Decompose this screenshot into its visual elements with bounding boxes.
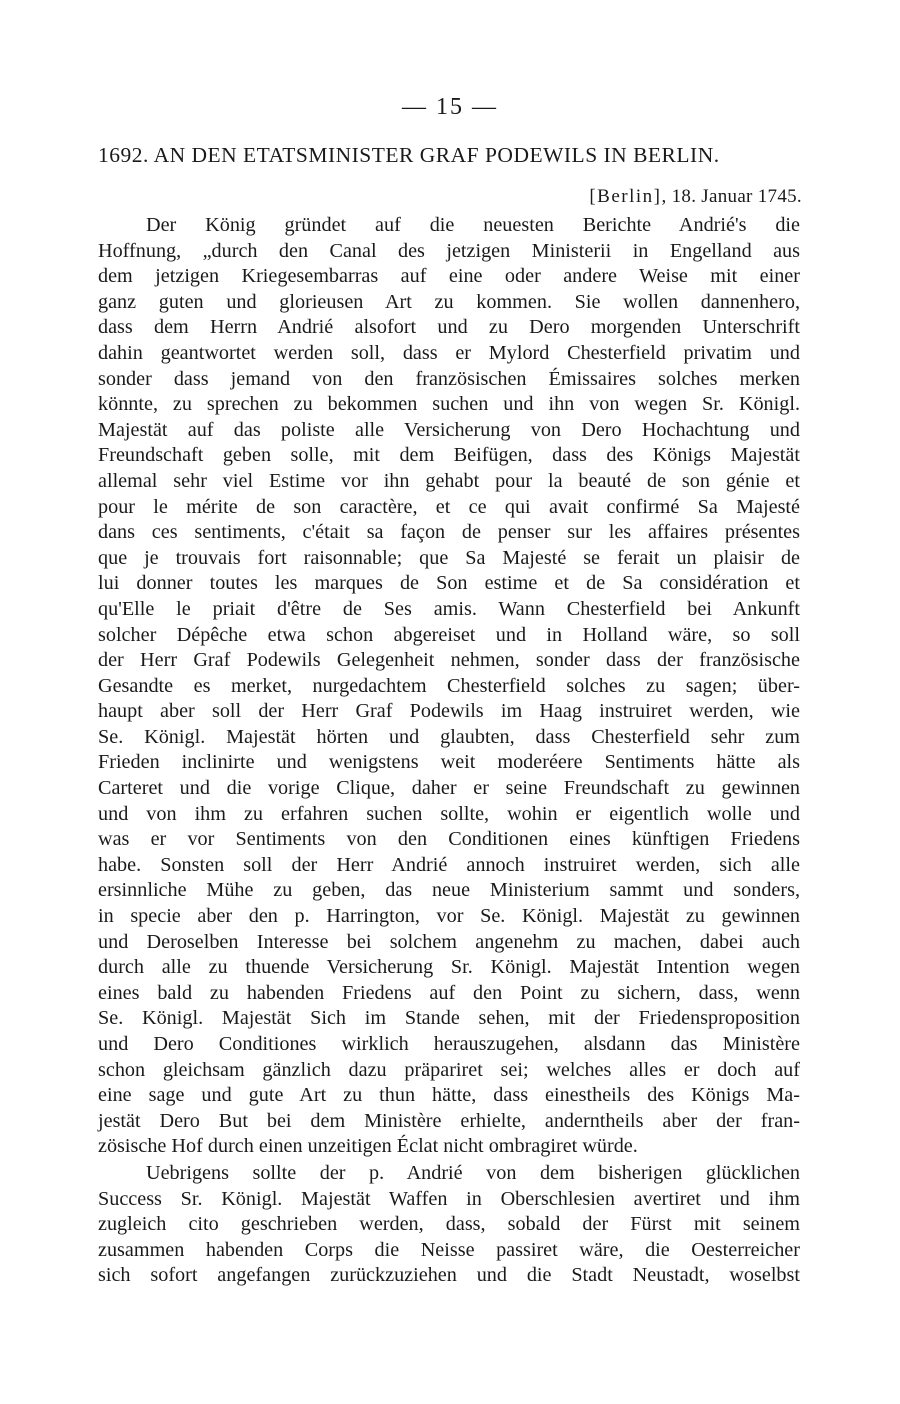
text-line: Gesandte es merket, nurgedachtem Chesterfield solches zu sagen; über- (98, 674, 800, 697)
text-line: Hoffnung, „durch den Canal des jetzigen Ministerii in Engelland aus (98, 239, 800, 262)
text-line: dass dem Herrn Andrié alsofort und zu Dero morgenden Unterschrift (98, 316, 800, 339)
text-line: Majestät auf das poliste alle Versicherung von Dero Hochachtung und (98, 418, 800, 441)
text-line: dans ces sentiments, c'était sa façon de penser sur les affaires présentes (98, 521, 800, 544)
text-line: Der König gründet auf die neuesten Berichte Andrié's die (146, 214, 800, 236)
text-line: habe. Sonsten soll der Herr Andrié annoch instruiret werden, sich alle (98, 853, 800, 876)
text-line: dem jetzigen Kriegesembarras auf eine oder andere Weise mit einer (98, 265, 800, 288)
text-line: haupt aber soll der Herr Graf Podewils im Haag instruiret werden, wie (98, 700, 800, 723)
text-line: allemal sehr viel Estime vor ihn gehabt pour la beauté de son génie et (98, 469, 800, 492)
text-line: que je trouvais fort raisonnable; que Sa Majesté se ferait un plaisir de (98, 546, 800, 569)
page-number: — 15 — (402, 94, 498, 120)
text-line: sonder dass jemand von den französischen Émissaires solches merken (98, 367, 800, 390)
text-line: sich sofort angefangen zurückzuziehen und die Stadt Neustadt, woselbst (98, 1264, 800, 1287)
text-line: Uebrigens sollte der p. Andrié von dem bisherigen glücklichen (146, 1162, 800, 1184)
text-line: und Deroselben Interesse bei solchem angenehm zu machen, dabei auch (98, 930, 800, 953)
text-line: ersinnliche Mühe zu geben, das neue Ministerium sammt und sonders, (98, 879, 800, 902)
text-line: zösische Hof durch einen unzeitigen Éclat nicht ombragiret würde. (98, 1135, 638, 1158)
document-heading: 1692. AN DEN ETATSMINISTER GRAF PODEWILS IN BERLIN. (98, 143, 720, 167)
text-line: pour le mérite de son caractère, et ce qui avait confirmé Sa Majesté (98, 495, 800, 518)
text-line: und von ihm zu erfahren suchen sollte, wohin er eigentlich wolle und (98, 802, 800, 825)
text-line: schon gleichsam gänzlich dazu präpariret sei; welches alles er doch auf (98, 1058, 800, 1081)
text-line: dahin geantwortet werden soll, dass er Mylord Chesterfield privatim und (98, 341, 800, 364)
text-line: Se. Königl. Majestät hörten und glaubten, dass Chesterfield sehr zum (98, 725, 800, 748)
paragraph-1 (98, 213, 800, 1160)
text-line: zusammen habenden Corps die Neisse passiret wäre, die Oesterreicher (98, 1238, 800, 1261)
text-line: Se. Königl. Majestät Sich im Stande sehen, mit der Friedensproposition (98, 1007, 800, 1030)
text-line: Frieden inclinirte und wenigstens weit moderéere Sentiments hätte als (98, 751, 800, 774)
text-line: durch alle zu thuende Versicherung Sr. Königl. Majestät Intention wegen (98, 956, 800, 979)
text-line: und Dero Conditiones wirklich herauszugehen, alsdann das Ministère (98, 1033, 800, 1055)
text-line: jestät Dero But bei dem Ministère erhielte, anderntheils aber der fran- (98, 1109, 800, 1132)
text-line: in specie aber den p. Harrington, vor Se. Königl. Majestät zu gewinnen (98, 905, 800, 928)
text-line: lui donner toutes les marques de Son estime et de Sa considération et (98, 572, 800, 595)
dateline (589, 186, 802, 208)
text-line: der Herr Graf Podewils Gelegenheit nehmen, sonder dass der französische (98, 649, 800, 672)
paragraph-2 (98, 1161, 800, 1289)
text-line: qu'Elle le priait d'être de Ses amis. Wann Chesterfield bei Ankunft (98, 597, 800, 620)
text-line: was er vor Sentiments von den Conditionen eines künftigen Friedens (98, 828, 800, 851)
text-line: könnte, zu sprechen zu bekommen suchen und ihn von wegen Sr. Königl. (98, 393, 800, 416)
text-line: Carteret und die vorige Clique, daher er seine Freundschaft zu gewinnen (98, 777, 800, 800)
text-line: ganz guten und glorieusen Art zu kommen. Sie wollen dannenhero, (98, 290, 800, 313)
text-line: Success Sr. Königl. Majestät Waffen in Oberschlesien avertiret und ihm (98, 1187, 800, 1210)
text-line: Freundschaft geben solle, mit dem Beifügen, dass des Königs Majestät (98, 444, 800, 467)
text-line: solcher Dépêche etwa schon abgereiset und in Holland wäre, so soll (98, 623, 800, 646)
dateline-date: , 18. Januar 1745. (661, 186, 802, 207)
dateline-place: [Berlin] (589, 186, 662, 207)
text-line: eines bald zu habenden Friedens auf den Point zu sichern, dass, wenn (98, 981, 800, 1004)
text-line: eine sage und gute Art zu thun hätte, dass einestheils des Königs Ma- (98, 1084, 800, 1107)
text-line: zugleich cito geschrieben werden, dass, sobald der Fürst mit seinem (98, 1213, 800, 1236)
